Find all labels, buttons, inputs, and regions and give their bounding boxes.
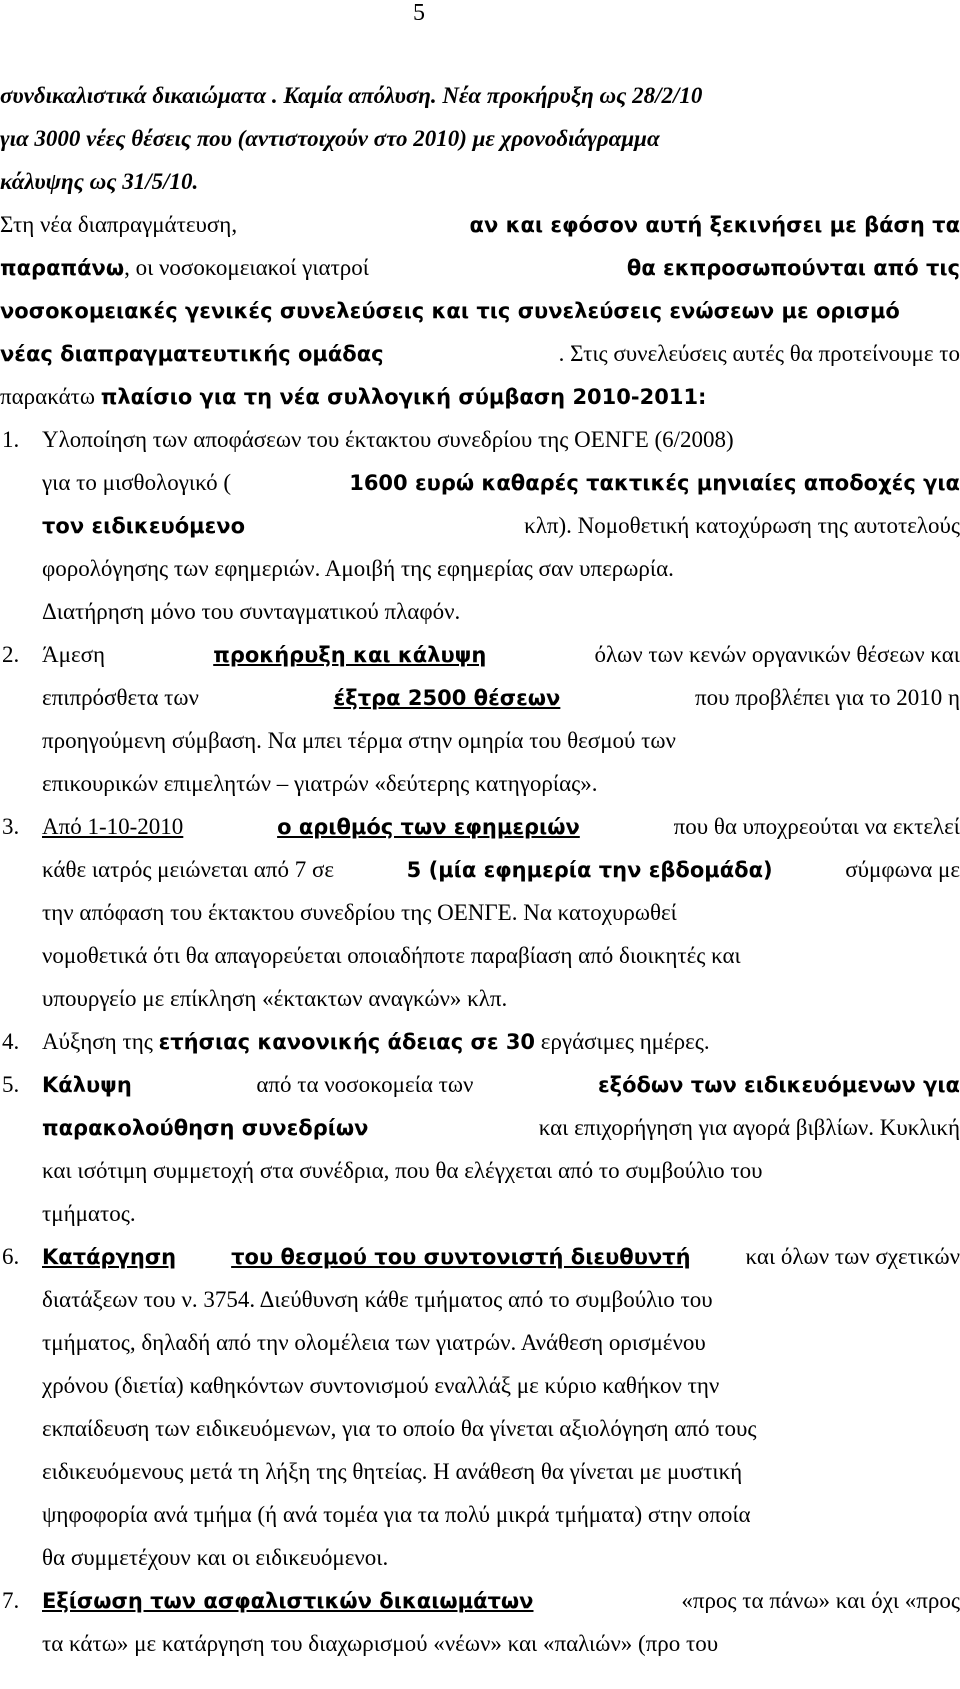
list-item-4 <box>0 1025 960 1059</box>
list-item-5-line-3 <box>0 1154 960 1188</box>
item-text: τμήματος, δηλαδή από την ολομέλεια των γιατρών. Ανάθεση ορισμένου <box>42 1330 706 1355</box>
item-bold: εξόδων των ειδικευόμενων για <box>597 1073 960 1097</box>
item-number: 5. <box>2 1072 20 1097</box>
item-bold: τον ειδικευόμενο <box>42 514 246 538</box>
list-item-3 <box>0 810 960 844</box>
item-text: ψηφοφορία ανά τμήμα (ή ανά τομέα για τα πολύ μικρά τμήματα) στην οποία <box>42 1502 751 1527</box>
list-item-2-line-4 <box>0 767 960 801</box>
list-item-6-line-3 <box>0 1326 960 1360</box>
item-text: σύμφωνα με <box>845 857 960 882</box>
list-item-2-line-3 <box>0 724 960 758</box>
list-item-6-line-8 <box>0 1541 960 1575</box>
list-item-7-line-2 <box>0 1627 960 1661</box>
item-text: νομοθετικά ότι θα απαγορεύεται οποιαδήποτε παραβίαση από διοικητές και <box>42 943 741 968</box>
item-text: διατάξεων του ν. 3754. Διεύθυνση κάθε τμήματος από το συμβούλιο του <box>42 1287 713 1312</box>
list-item-1-line-5 <box>0 595 960 629</box>
item-number: 1. <box>2 427 20 452</box>
item-text: κλπ). Νομοθετική κατοχύρωση της αυτοτελούς <box>524 513 960 538</box>
para-line-2 <box>0 251 960 285</box>
list-item-3-line-5 <box>0 982 960 1016</box>
item-bold: 5 (μία εφημερία την εβδομάδα) <box>406 858 773 882</box>
item-text: Υλοποίηση των αποφάσεων του έκτακτου συνεδρίου της ΟΕΝΓΕ (6/2008) <box>42 427 734 452</box>
item-text: φορολόγησης των εφημεριών. Αμοιβή της εφημερίας σαν υπερωρία. <box>42 556 674 581</box>
item-text: και ισότιμη συμμετοχή στα συνέδρια, που θα ελέγχεται από το συμβούλιο του <box>42 1158 763 1183</box>
item-text: και όλων των σχετικών <box>745 1244 960 1269</box>
item-number: 3. <box>2 814 20 839</box>
para-bold: νέας διαπραγματευτικής ομάδας <box>0 342 384 366</box>
item-bold: Κατάργηση <box>42 1245 177 1269</box>
intro-line-3 <box>0 165 960 199</box>
item-text: υπουργείο με επίκληση «έκτακτων αναγκών» κλπ. <box>42 986 508 1011</box>
list-item-3-line-4 <box>0 939 960 973</box>
list-item-1-line-4 <box>0 552 960 586</box>
item-text: τα κάτω» με κατάργηση του διαχωρισμού «νέων» και «παλιών» (προ του <box>42 1631 719 1656</box>
para-text: παρακάτω <box>0 384 96 409</box>
item-text: για το μισθολογικό ( <box>42 470 232 495</box>
item-number: 4. <box>2 1029 20 1054</box>
list-item-3-line-3 <box>0 896 960 930</box>
item-bold: Κάλυψη <box>42 1073 132 1097</box>
list-item-2 <box>0 638 960 672</box>
para-bold: παραπάνω <box>0 256 125 280</box>
intro-text-3: κάλυψης ως 31/5/10. <box>0 169 199 194</box>
list-item-6-line-7 <box>0 1498 960 1532</box>
item-text: και επιχορήγηση για αγορά βιβλίων. Κυκλική <box>538 1115 960 1140</box>
item-bold: 1600 ευρώ καθαρές τακτικές μηνιαίες αποδοχές για <box>349 471 960 495</box>
item-text: «προς τα πάνω» και όχι «προς <box>681 1588 960 1613</box>
item-text: ειδικευόμενους μετά τη λήξη της θητείας. Η ανάθεση θα γίνεται με μυστική <box>42 1459 743 1484</box>
list-item-6-line-2 <box>0 1283 960 1317</box>
page-number: 5 <box>413 0 425 26</box>
item-text: τμήματος. <box>42 1201 136 1226</box>
item-text: Διατήρηση μόνο του συνταγματικού πλαφόν. <box>42 599 461 624</box>
item-number: 2. <box>2 642 20 667</box>
para-line-1 <box>0 208 960 242</box>
item-text: που προβλέπει για το 2010 η <box>695 685 960 710</box>
list-item-5-line-2 <box>0 1111 960 1145</box>
list-item-5-line-4 <box>0 1197 960 1231</box>
item-bold: έξτρα 2500 θέσεων <box>333 686 561 710</box>
item-bold: ο αριθμός των εφημεριών <box>277 815 580 839</box>
para-line-5 <box>0 380 960 414</box>
item-text: επιπρόσθετα των <box>42 685 199 710</box>
list-item-1 <box>0 423 960 457</box>
item-text: θα συμμετέχουν και οι ειδικευόμενοι. <box>42 1545 389 1570</box>
list-item-2-line-2 <box>0 681 960 715</box>
para-bold: νοσοκομειακές γενικές συνελεύσεις και τις συνελεύσεις ενώσεων με ορισμό <box>0 299 900 323</box>
item-text: την απόφαση του έκτακτου συνεδρίου της ΟΕΝΓΕ. Να κατοχυρωθεί <box>42 900 677 925</box>
para-text: , οι νοσοκομειακοί γιατροί <box>124 255 369 280</box>
list-item-6 <box>0 1240 960 1274</box>
list-item-6-line-6 <box>0 1455 960 1489</box>
item-number: 7. <box>2 1588 20 1613</box>
item-text: που θα υποχρεούται να εκτελεί <box>673 814 960 839</box>
item-bold: παρακολούθηση συνεδρίων <box>42 1116 369 1140</box>
item-number: 6. <box>2 1244 20 1269</box>
item-text: χρόνου (διετία) καθηκόντων συντονισμού εναλλάξ με κύριο καθήκον την <box>42 1373 720 1398</box>
item-text: εργάσιμες ημέρες. <box>540 1029 710 1054</box>
item-text: προηγούμενη σύμβαση. Να μπει τέρμα στην ομηρία του θεσμού των <box>42 728 676 753</box>
item-text: Άμεση <box>42 642 106 667</box>
intro-text-1: συνδικαλιστικά δικαιώματα . Καμία απόλυση. Νέα προκήρυξη ως 28/2/10 <box>0 83 703 108</box>
item-text: κάθε ιατρός μειώνεται από 7 σε <box>42 857 335 882</box>
intro-line-1 <box>0 79 960 113</box>
list-item-5 <box>0 1068 960 1102</box>
para-bold: πλαίσιο για τη νέα συλλογική σύμβαση 2010-2011: <box>100 385 707 409</box>
list-item-7 <box>0 1584 960 1618</box>
item-text: όλων των κενών οργανικών θέσεων και <box>594 642 960 667</box>
list-item-1-line-3 <box>0 509 960 543</box>
item-text: Από 1-10-2010 <box>42 814 184 839</box>
list-item-6-line-4 <box>0 1369 960 1403</box>
para-bold: αν και εφόσον αυτή ξεκινήσει με βάση τα <box>469 213 960 237</box>
item-bold: ετήσιας κανονικής άδειας σε 30 <box>158 1030 536 1054</box>
item-text: εκπαίδευση των ειδικευόμενων, για το οποίο θα γίνεται αξιολόγηση από τους <box>42 1416 757 1441</box>
item-text: επικουρικών επιμελητών – γιατρών «δεύτερης κατηγορίας». <box>42 771 598 796</box>
list-item-1-line-2 <box>0 466 960 500</box>
list-item-6-line-5 <box>0 1412 960 1446</box>
item-bold: προκήρυξη και κάλυψη <box>213 643 487 667</box>
intro-line-2 <box>0 122 960 156</box>
para-line-3 <box>0 294 960 328</box>
para-bold: θα εκπροσωπούνται από τις <box>626 256 960 280</box>
para-line-4 <box>0 337 960 371</box>
para-text: . Στις συνελεύσεις αυτές θα προτείνουμε το <box>558 341 960 366</box>
para-text: Στη νέα διαπραγμάτευση, <box>0 212 238 237</box>
list-item-3-line-2 <box>0 853 960 887</box>
item-text: Αύξηση της <box>42 1029 153 1054</box>
item-text: από τα νοσοκομεία των <box>256 1072 474 1097</box>
item-bold: του θεσμού του συντονιστή διευθυντή <box>231 1245 691 1269</box>
item-bold: Εξίσωση των ασφαλιστικών δικαιωμάτων <box>42 1589 534 1613</box>
intro-text-2: για 3000 νέες θέσεις που (αντιστοιχούν στο 2010) με χρονοδιάγραμμα <box>0 126 660 151</box>
